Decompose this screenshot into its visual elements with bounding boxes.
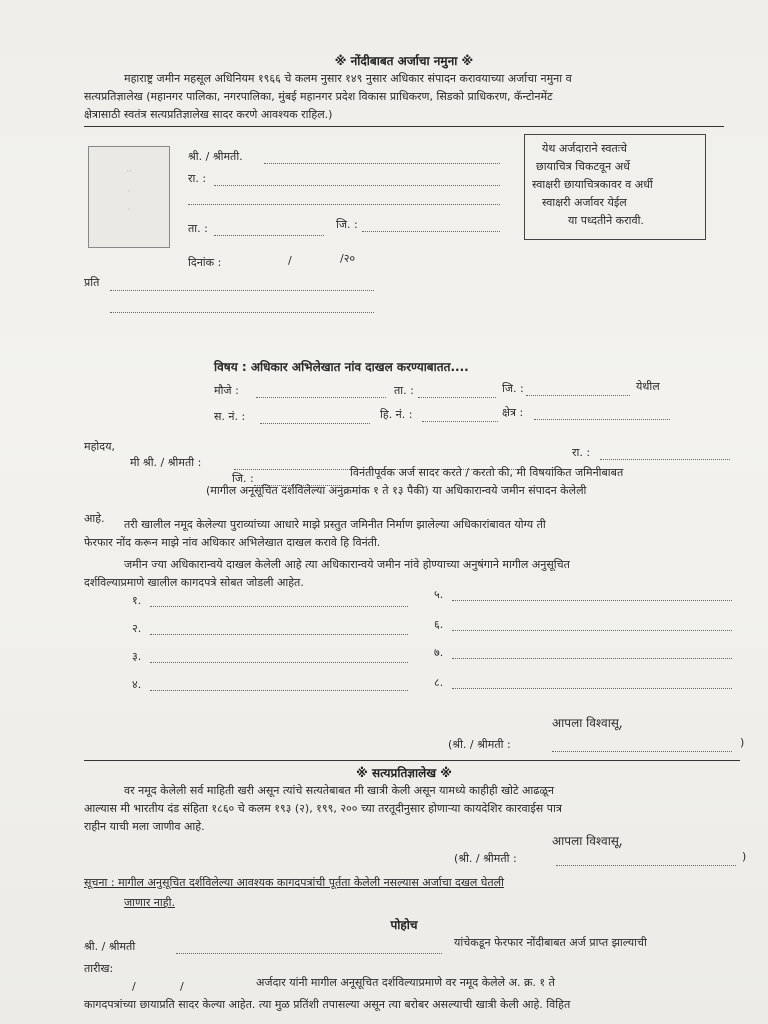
applicant-taluka-field[interactable] — [214, 235, 324, 236]
survey-no-label: स. नं. : — [214, 410, 246, 423]
signature-name-field[interactable] — [552, 751, 732, 752]
request-text: विनंतीपूर्वक अर्ज सादर करते / करतो की, मी विषयांकित जमिनीबाबत — [350, 466, 624, 479]
doc-item-number: २. — [132, 622, 142, 635]
subject-taluka-field[interactable] — [418, 397, 496, 398]
affidavit-heading: ※ सत्यप्रतिज्ञालेख ※ — [356, 766, 452, 780]
affidavit-closing: आपला विश्वासू, — [552, 834, 623, 848]
date-separator: / — [288, 254, 292, 267]
doc-item-number: ३. — [132, 650, 142, 663]
para3-line-1: जमीन ज्या अधिकारान्वये दाखल केलेली आहे त्या अधिकारान्वये जमीन नांवे होण्याच्या अनुषंगाने मागील अनुसूचित — [124, 558, 570, 571]
para3-line-2: दर्शविल्याप्रमाणे खालील कागदपत्रे सोबत जोडली आहेत. — [84, 576, 304, 589]
intro-line-2: सत्यप्रतिज्ञालेख (महानगर पालिका, नगरपालिका, मुंबई महानगर प्रदेश विकास प्राधिकरण, सिडको प्राधिकरण, कॅन्टोनमेंट — [84, 90, 553, 103]
receipt-date-sep: / — [132, 980, 136, 993]
photo-note-line-5: या पध्दतीने करावी. — [568, 214, 644, 227]
intro-line-3: क्षेत्रासाठी स्वतंत्र सत्यप्रतिज्ञालेख सादर करणे आवश्यक राहिल.) — [84, 108, 333, 121]
mouje-label: मौजे : — [214, 384, 239, 397]
mouje-field[interactable] — [256, 397, 386, 398]
area-label: क्षेत्र : — [502, 406, 524, 419]
body-district-label: जि. : — [232, 472, 254, 485]
applicant-address-field[interactable] — [214, 185, 500, 186]
doc-item-field[interactable] — [452, 630, 732, 631]
photo-note-line-1: येथ अर्जदाराने स्वतःचे — [542, 142, 627, 155]
doc-item-number: ६. — [434, 618, 444, 631]
applicant-address-field-2[interactable] — [188, 204, 500, 205]
affidavit-name-label: (श्री. / श्रीमती : — [454, 852, 517, 865]
receipt-line-3: कागदपत्रांच्या छायाप्रति सादर केल्या आहेत. त्या मुळ प्रतिंशी तपासल्या असून त्या बरोबर असल्याची खात्री केली आहे. विहित — [84, 998, 571, 1011]
affidavit-line-1: वर नमूद केलेली सर्व माहिती खरी असून त्यांचे सत्यतेबाबत मी खात्री केली असून यामध्ये काहीही खोटे आढळून — [124, 784, 554, 797]
applicant-taluka-label: ता. : — [188, 222, 208, 235]
receipt-line-2: अर्जदार यांनी मागील अनूसूचित दर्शविल्याप्रमाणे वर नमूद केलेले अ. क्र. १ ते — [256, 976, 555, 989]
to-field-2[interactable] — [110, 312, 374, 313]
receipt-date-sep: / — [180, 980, 184, 993]
affidavit-line-3: राहीन याची मला जाणीव आहे. — [84, 820, 205, 833]
doc-item-number: ८. — [434, 676, 444, 689]
body-address-label: रा. : — [572, 446, 591, 459]
photo-note-line-4: स्वाक्षरी अर्जावर येईल — [542, 196, 627, 209]
schedule-text: (मागील अनूसूचित दर्शविलेल्या अनुक्रमांक १ ते १३ पैकी) या अधिकारान्वये जमीन संपादन केलेली — [206, 484, 587, 497]
doc-item-field[interactable] — [150, 662, 408, 663]
affidavit-name-field[interactable] — [556, 865, 736, 866]
subject-title: विषय : अधिकार अभिलेखात नांव दाखल करण्याबातत.... — [214, 360, 469, 374]
subject-district-label: जि. : — [502, 382, 524, 395]
applicant-name-label: श्री. / श्रीमती. — [188, 150, 243, 163]
doc-item-field[interactable] — [452, 658, 732, 659]
doc-item-field[interactable] — [150, 634, 408, 635]
area-field[interactable] — [534, 419, 670, 420]
doc-item-field[interactable] — [150, 606, 408, 607]
to-label: प्रति — [84, 276, 100, 289]
date-label: दिनांक : — [188, 256, 222, 269]
me-label: मी श्री. / श्रीमती : — [130, 456, 202, 469]
date-year: /२० — [340, 252, 356, 265]
doc-item-field[interactable] — [452, 688, 732, 689]
doc-item-number: ५. — [434, 588, 444, 601]
closing-salutation: आपला विश्वासू, — [552, 716, 623, 730]
subject-taluka-label: ता. : — [394, 384, 414, 397]
doc-item-field[interactable] — [150, 690, 408, 691]
salutation: महोदय, — [84, 440, 115, 453]
to-field-1[interactable] — [110, 290, 374, 291]
photo-note-line-2: छायाचित्र चिकटवून अर्धे — [536, 160, 630, 173]
doc-item-field[interactable] — [452, 600, 732, 601]
photo-note-line-3: स्वाक्षरी छायाचित्रकावर व अर्धी — [532, 178, 653, 191]
yethil-label: येथील — [636, 380, 660, 393]
note-line-1: सूचना : मागील अनुसूचित दर्शविलेल्या आवश्यक कागदपत्रांची पूर्तता केलेली नसल्यास अर्जाचा दखल घेतली — [84, 876, 504, 889]
doc-item-number: १. — [132, 594, 142, 607]
aahe-text: आहे. — [84, 512, 105, 525]
signature-name-label: (श्री. / श्रीमती : — [448, 738, 511, 751]
receipt-date-label: तारीख: — [84, 962, 114, 975]
applicant-name-field[interactable] — [264, 163, 500, 164]
applicant-district-field[interactable] — [362, 231, 500, 232]
form-heading: ※ नोंदीबाबत अर्जाचा नमुना ※ — [334, 54, 474, 68]
note-line-2: जाणार नाही. — [124, 896, 175, 909]
applicant-address-label: रा. : — [188, 172, 207, 185]
receipt-text: यांचेकडून फेरफार नोंदीबाबत अर्ज प्राप्त झाल्याची — [454, 936, 647, 949]
hissa-no-label: हि. नं. : — [380, 408, 413, 421]
para2-line-2: फेरफार नोंद करून माझे नांव अधिकार अभिलेखात दाखल करावे हि विनंती. — [84, 536, 381, 549]
subject-district-field[interactable] — [526, 395, 630, 396]
heading-rule — [84, 126, 724, 127]
para2-line-1: तरी खालील नमूद केलेल्या पुराव्यांच्या आधारे माझे प्रस्तुत जमिनीत निर्माण झालेल्या अधिकारांबावत योग्य ती — [124, 518, 546, 531]
doc-item-number: ७. — [434, 646, 444, 659]
affidavit-close-paren: ) — [742, 850, 747, 863]
intro-line-1: महाराष्ट्र जमीन महसूल अधिनियम १९६६ चे कलम नुसार १४९ नुसार अधिकार संपादन करावयाच्या अर्जाचा नमुना व — [124, 72, 572, 85]
hissa-no-field[interactable] — [422, 421, 498, 422]
body-address-field[interactable] — [600, 459, 730, 460]
affidavit-line-2: आल्यास मी भारतीय दंड संहिता १८६० चे कलम १९३ (२), १९९, २०० च्या तरतूदीनुसार होणाऱ्या कायदेशिर कारवाईस पात्र — [84, 802, 562, 815]
receipt-name-label: श्री. / श्रीमती — [84, 940, 136, 953]
survey-no-field[interactable] — [260, 423, 370, 424]
affidavit-rule — [84, 760, 740, 761]
signature-close-paren: ) — [740, 736, 745, 749]
doc-item-number: ४. — [132, 678, 142, 691]
receipt-name-field[interactable] — [176, 953, 442, 954]
photo-placeholder[interactable]: ·· · · — [88, 146, 170, 248]
receipt-heading: पोहोच — [390, 918, 418, 932]
applicant-district-label: जि. : — [336, 218, 358, 231]
